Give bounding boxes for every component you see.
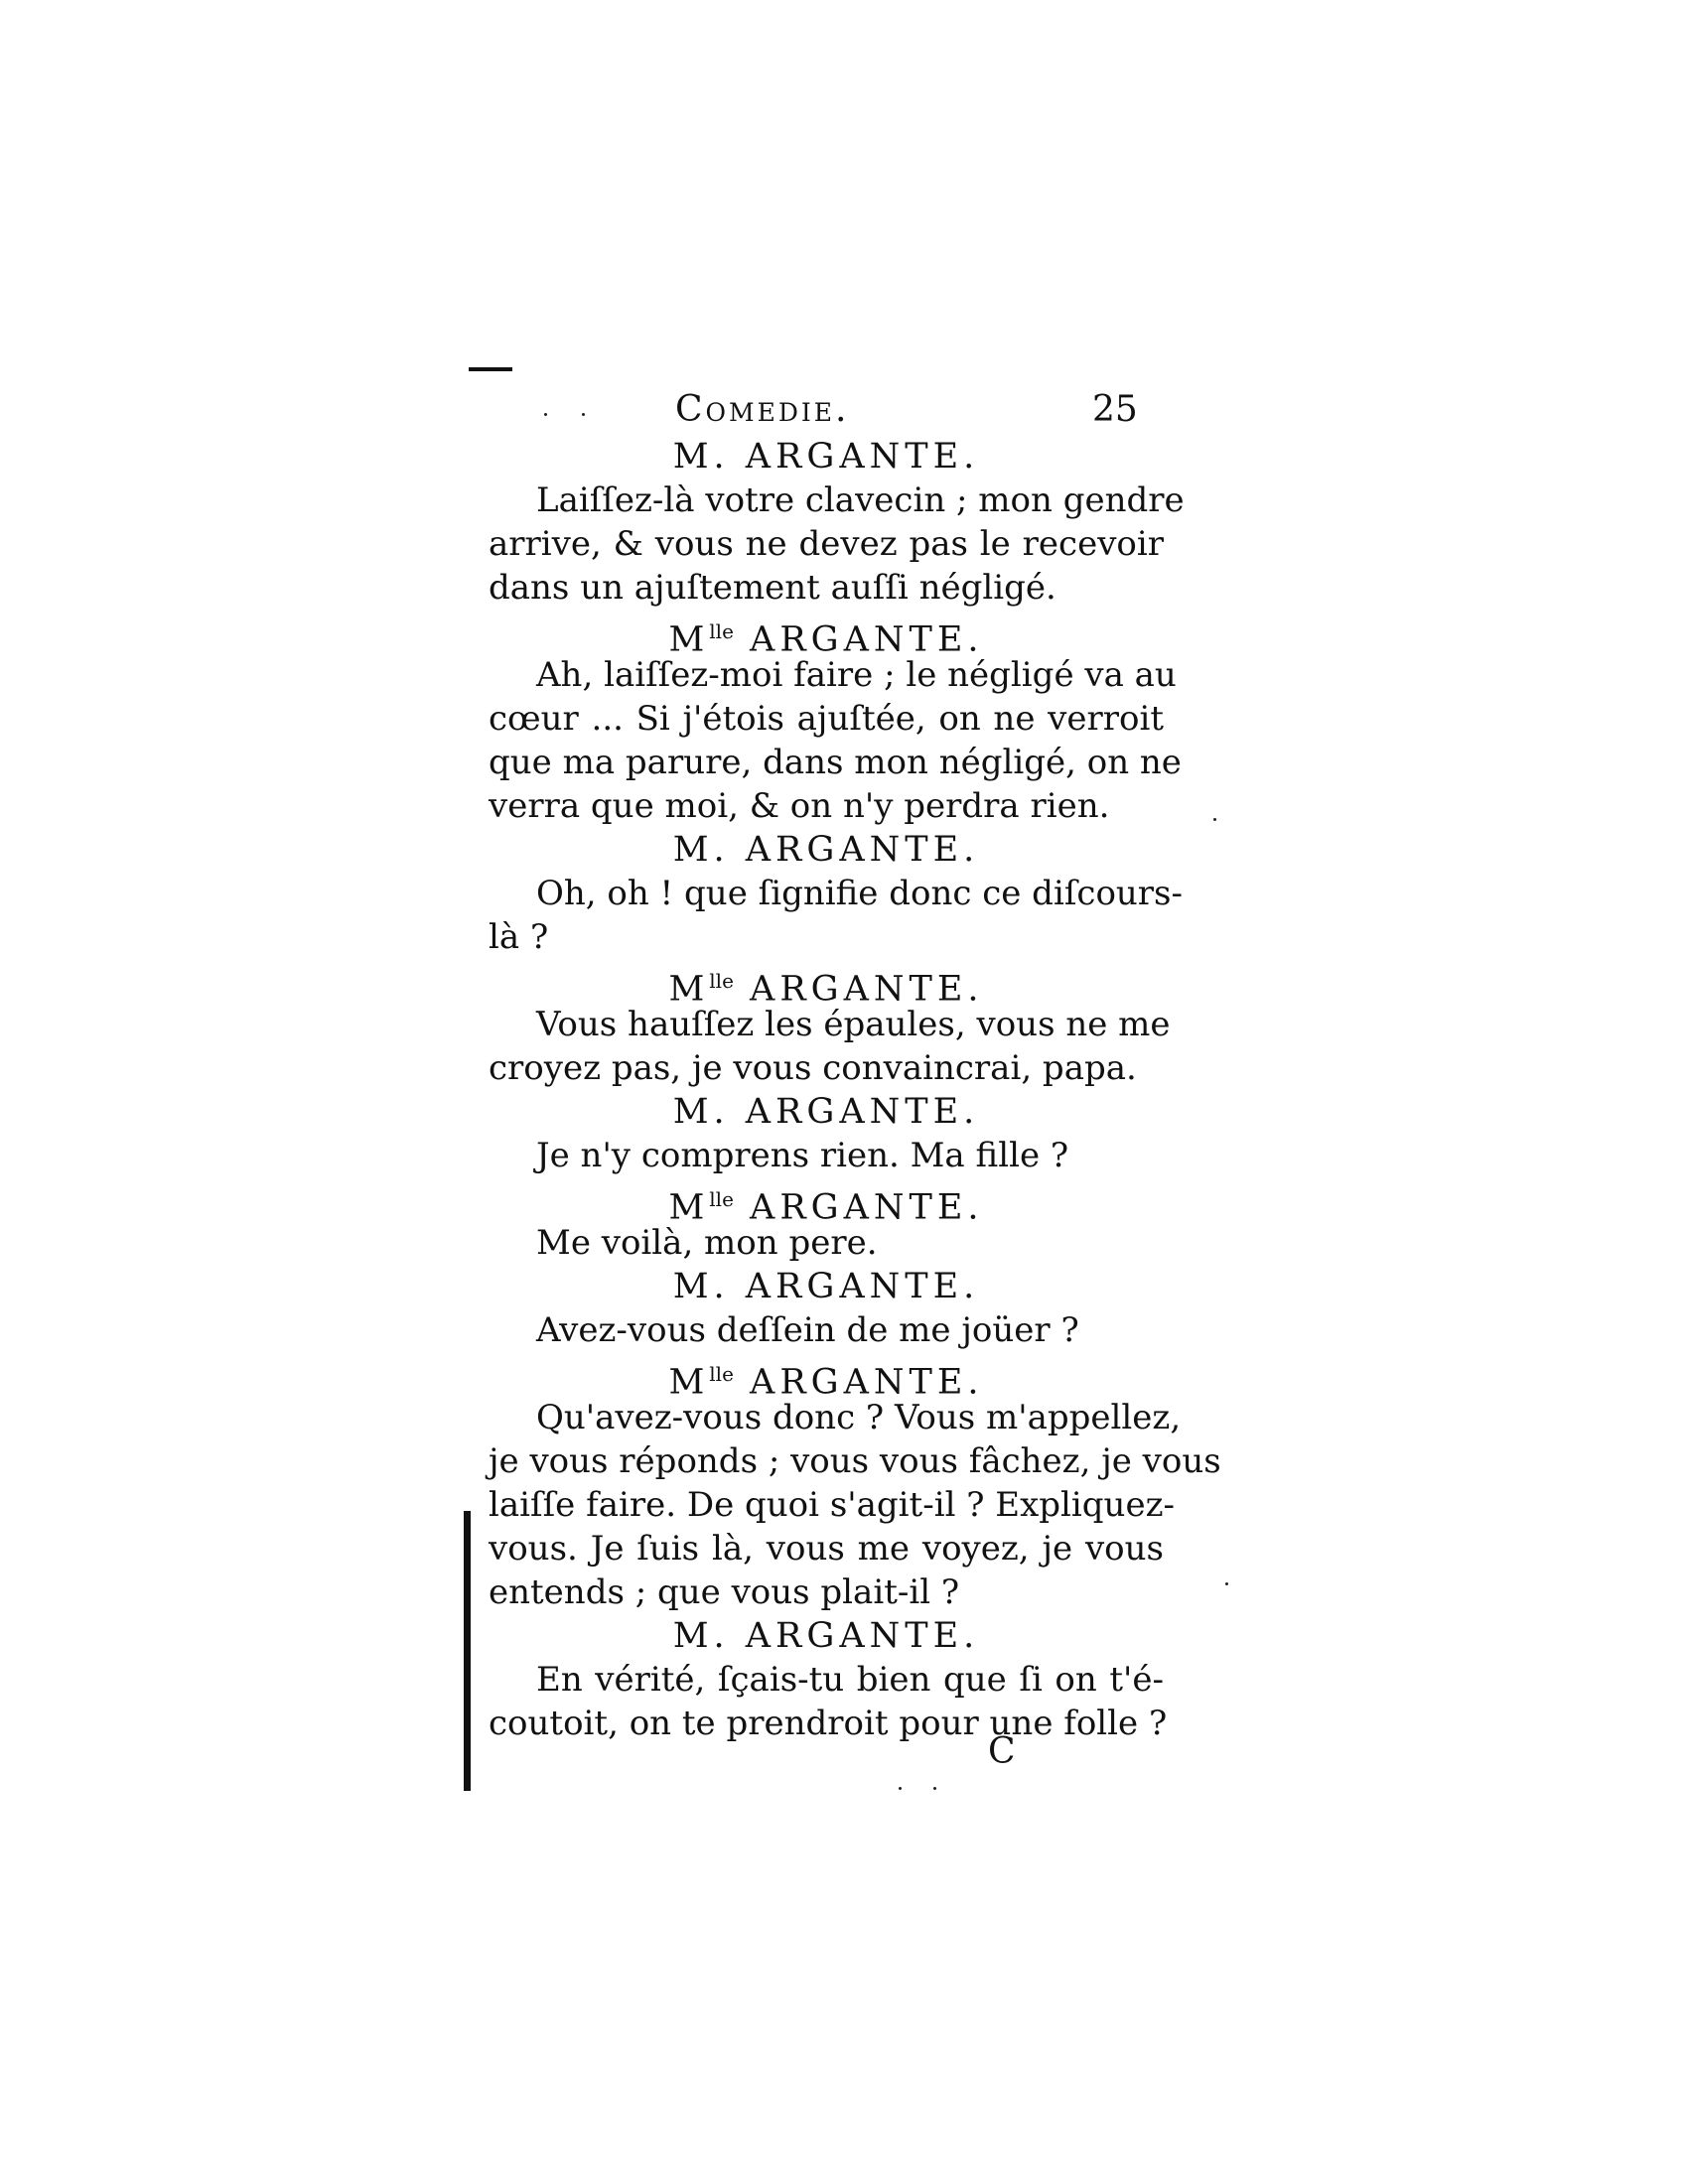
text-line: verra que moi, & on n'y perdra rien.	[489, 786, 1110, 826]
text-line: là ?	[489, 917, 549, 957]
margin-bar	[464, 1511, 471, 1791]
text-line: coutoit, on te prendroit pour une folle ?	[489, 1704, 1168, 1743]
ink-speck	[544, 413, 547, 416]
text-line: Qu'avez-vous donc ? Vous m'appellez,	[536, 1398, 1182, 1437]
text-line: je vous réponds ; vous vous fâchez, je vous	[489, 1441, 1221, 1481]
text-line: croyez pas, je vous convaincrai, papa.	[489, 1048, 1137, 1088]
text-line: Je n'y comprens rien. Ma fille ?	[536, 1136, 1069, 1175]
speaker-heading: M. ARGANTE.	[672, 437, 980, 477]
text-line: entends ; que vous plait-il ?	[489, 1572, 960, 1612]
ink-speck	[899, 1787, 902, 1790]
signature-mark: C	[988, 1731, 1016, 1772]
running-head: Comedie.	[675, 389, 850, 430]
speaker-heading: $M^{lle}$ ARGANTE.	[668, 1187, 984, 1228]
text-line: que ma parure, dans mon négligé, on ne	[489, 743, 1182, 782]
text-line: Avez-vous deſſein de me joüer ?	[536, 1310, 1079, 1350]
text-line: arrive, & vous ne devez pas le recevoir	[489, 524, 1164, 564]
speaker-heading: M. ARGANTE.	[672, 1092, 980, 1132]
text-line: dans un ajuſtement auſſi négligé.	[489, 568, 1056, 608]
speaker-heading: M. ARGANTE.	[672, 830, 980, 870]
text-line: Laiſſez-là votre clavecin ; mon gendre	[536, 480, 1185, 520]
speaker-heading: $M^{lle}$ ARGANTE.	[668, 619, 984, 660]
speaker-heading: $M^{lle}$ ARGANTE.	[668, 969, 984, 1010]
text-line: Ah, laiſſez-moi faire ; le négligé va au	[536, 655, 1177, 695]
text-line: Vous hauſſez les épaules, vous ne me	[536, 1005, 1171, 1044]
ink-speck	[1213, 818, 1216, 821]
speaker-heading: M. ARGANTE.	[672, 1267, 980, 1306]
page-number: 25	[1092, 389, 1138, 430]
text-line: En vérité, ſçais-tu bien que ſi on t'é-	[536, 1660, 1164, 1700]
speaker-heading: $M^{lle}$ ARGANTE.	[668, 1362, 984, 1403]
text-line: cœur ... Si j'étois ajuſtée, on ne verroit	[489, 699, 1164, 739]
text-line: laiſſe faire. De quoi s'agit-il ? Expliquez-	[489, 1485, 1175, 1525]
ink-speck	[933, 1787, 936, 1790]
page-header	[556, 389, 1152, 439]
ink-speck	[1225, 1582, 1228, 1585]
dialogue-text	[489, 435, 1221, 1745]
top-rule	[469, 367, 512, 371]
text-line: Me voilà, mon pere.	[536, 1223, 878, 1263]
speaker-heading: M. ARGANTE.	[672, 1616, 980, 1656]
text-line: vous. Je ſuis là, vous me voyez, je vous	[489, 1529, 1164, 1569]
text-line: Oh, oh ! que ſignifie donc ce diſcours-	[536, 874, 1183, 913]
